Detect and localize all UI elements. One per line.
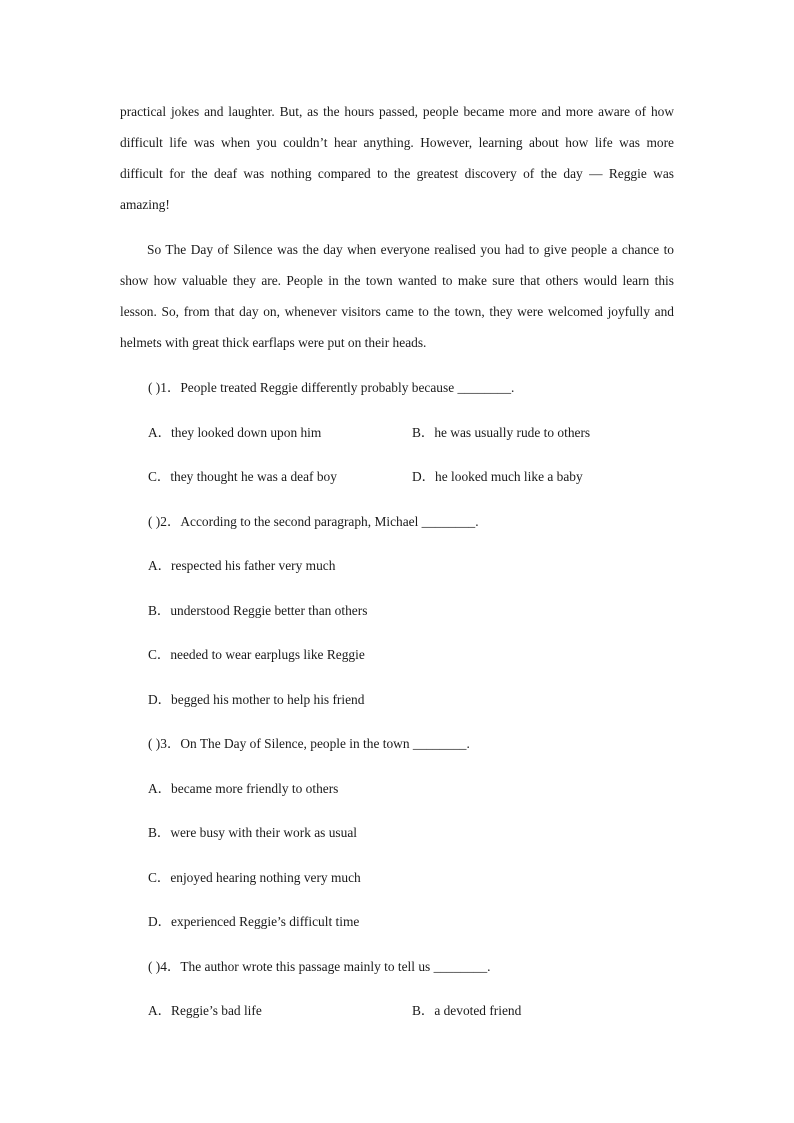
paragraph-line: lesson. So, from that day on, whenever visitors came to the town, they were welcomed joyfully and <box>120 304 674 319</box>
question-1-option-c: C．they thought he was a deaf boy <box>148 469 337 484</box>
question-2-stem: ( )2．According to the second paragraph, Michael ________. <box>148 514 479 529</box>
question-1-option-d: D．he looked much like a baby <box>412 469 583 484</box>
paragraph-line: show how valuable they are. People in the town wanted to make sure that others would learn this <box>120 273 674 288</box>
paragraph-line: difficult for the deaf was nothing compared to the greatest discovery of the day — Reggie was <box>120 166 674 181</box>
paragraph-line: difficult life was when you couldn’t hear anything. However, learning about how life was more <box>120 135 674 150</box>
paragraph-line: amazing! <box>120 197 170 212</box>
question-1-stem: ( )1．People treated Reggie differently probably because ________. <box>148 380 515 395</box>
question-4-option-a: A．Reggie’s bad life <box>148 1003 262 1018</box>
paragraph-line: helmets with great thick earflaps were put on their heads. <box>120 335 427 350</box>
question-4-stem: ( )4．The author wrote this passage mainly to tell us ________. <box>148 959 491 974</box>
question-2-option-d: D．begged his mother to help his friend <box>148 692 365 707</box>
paragraph-line: practical jokes and laughter. But, as the hours passed, people became more and more aware of how <box>120 104 674 119</box>
question-4-option-b: B．a devoted friend <box>412 1003 522 1018</box>
question-3-option-a: A．became more friendly to others <box>148 781 339 796</box>
question-1-option-b: B．he was usually rude to others <box>412 425 591 440</box>
passage-paragraph-1 <box>120 96 674 220</box>
question-1-option-a: A．they looked down upon him <box>148 425 322 440</box>
question-3-option-d: D．experienced Reggie’s difficult time <box>148 914 360 929</box>
question-2-option-b: B．understood Reggie better than others <box>148 603 368 618</box>
paragraph-line: So The Day of Silence was the day when everyone realised you had to give people a chance to <box>147 242 674 257</box>
question-2-option-c: C．needed to wear earplugs like Reggie <box>148 647 365 662</box>
question-3-option-c: C．enjoyed hearing nothing very much <box>148 870 361 885</box>
question-2-option-a: A．respected his father very much <box>148 558 336 573</box>
question-3-option-b: B．were busy with their work as usual <box>148 825 358 840</box>
passage-paragraph-2 <box>120 234 674 358</box>
question-3-stem: ( )3．On The Day of Silence, people in the town ________. <box>148 736 470 751</box>
